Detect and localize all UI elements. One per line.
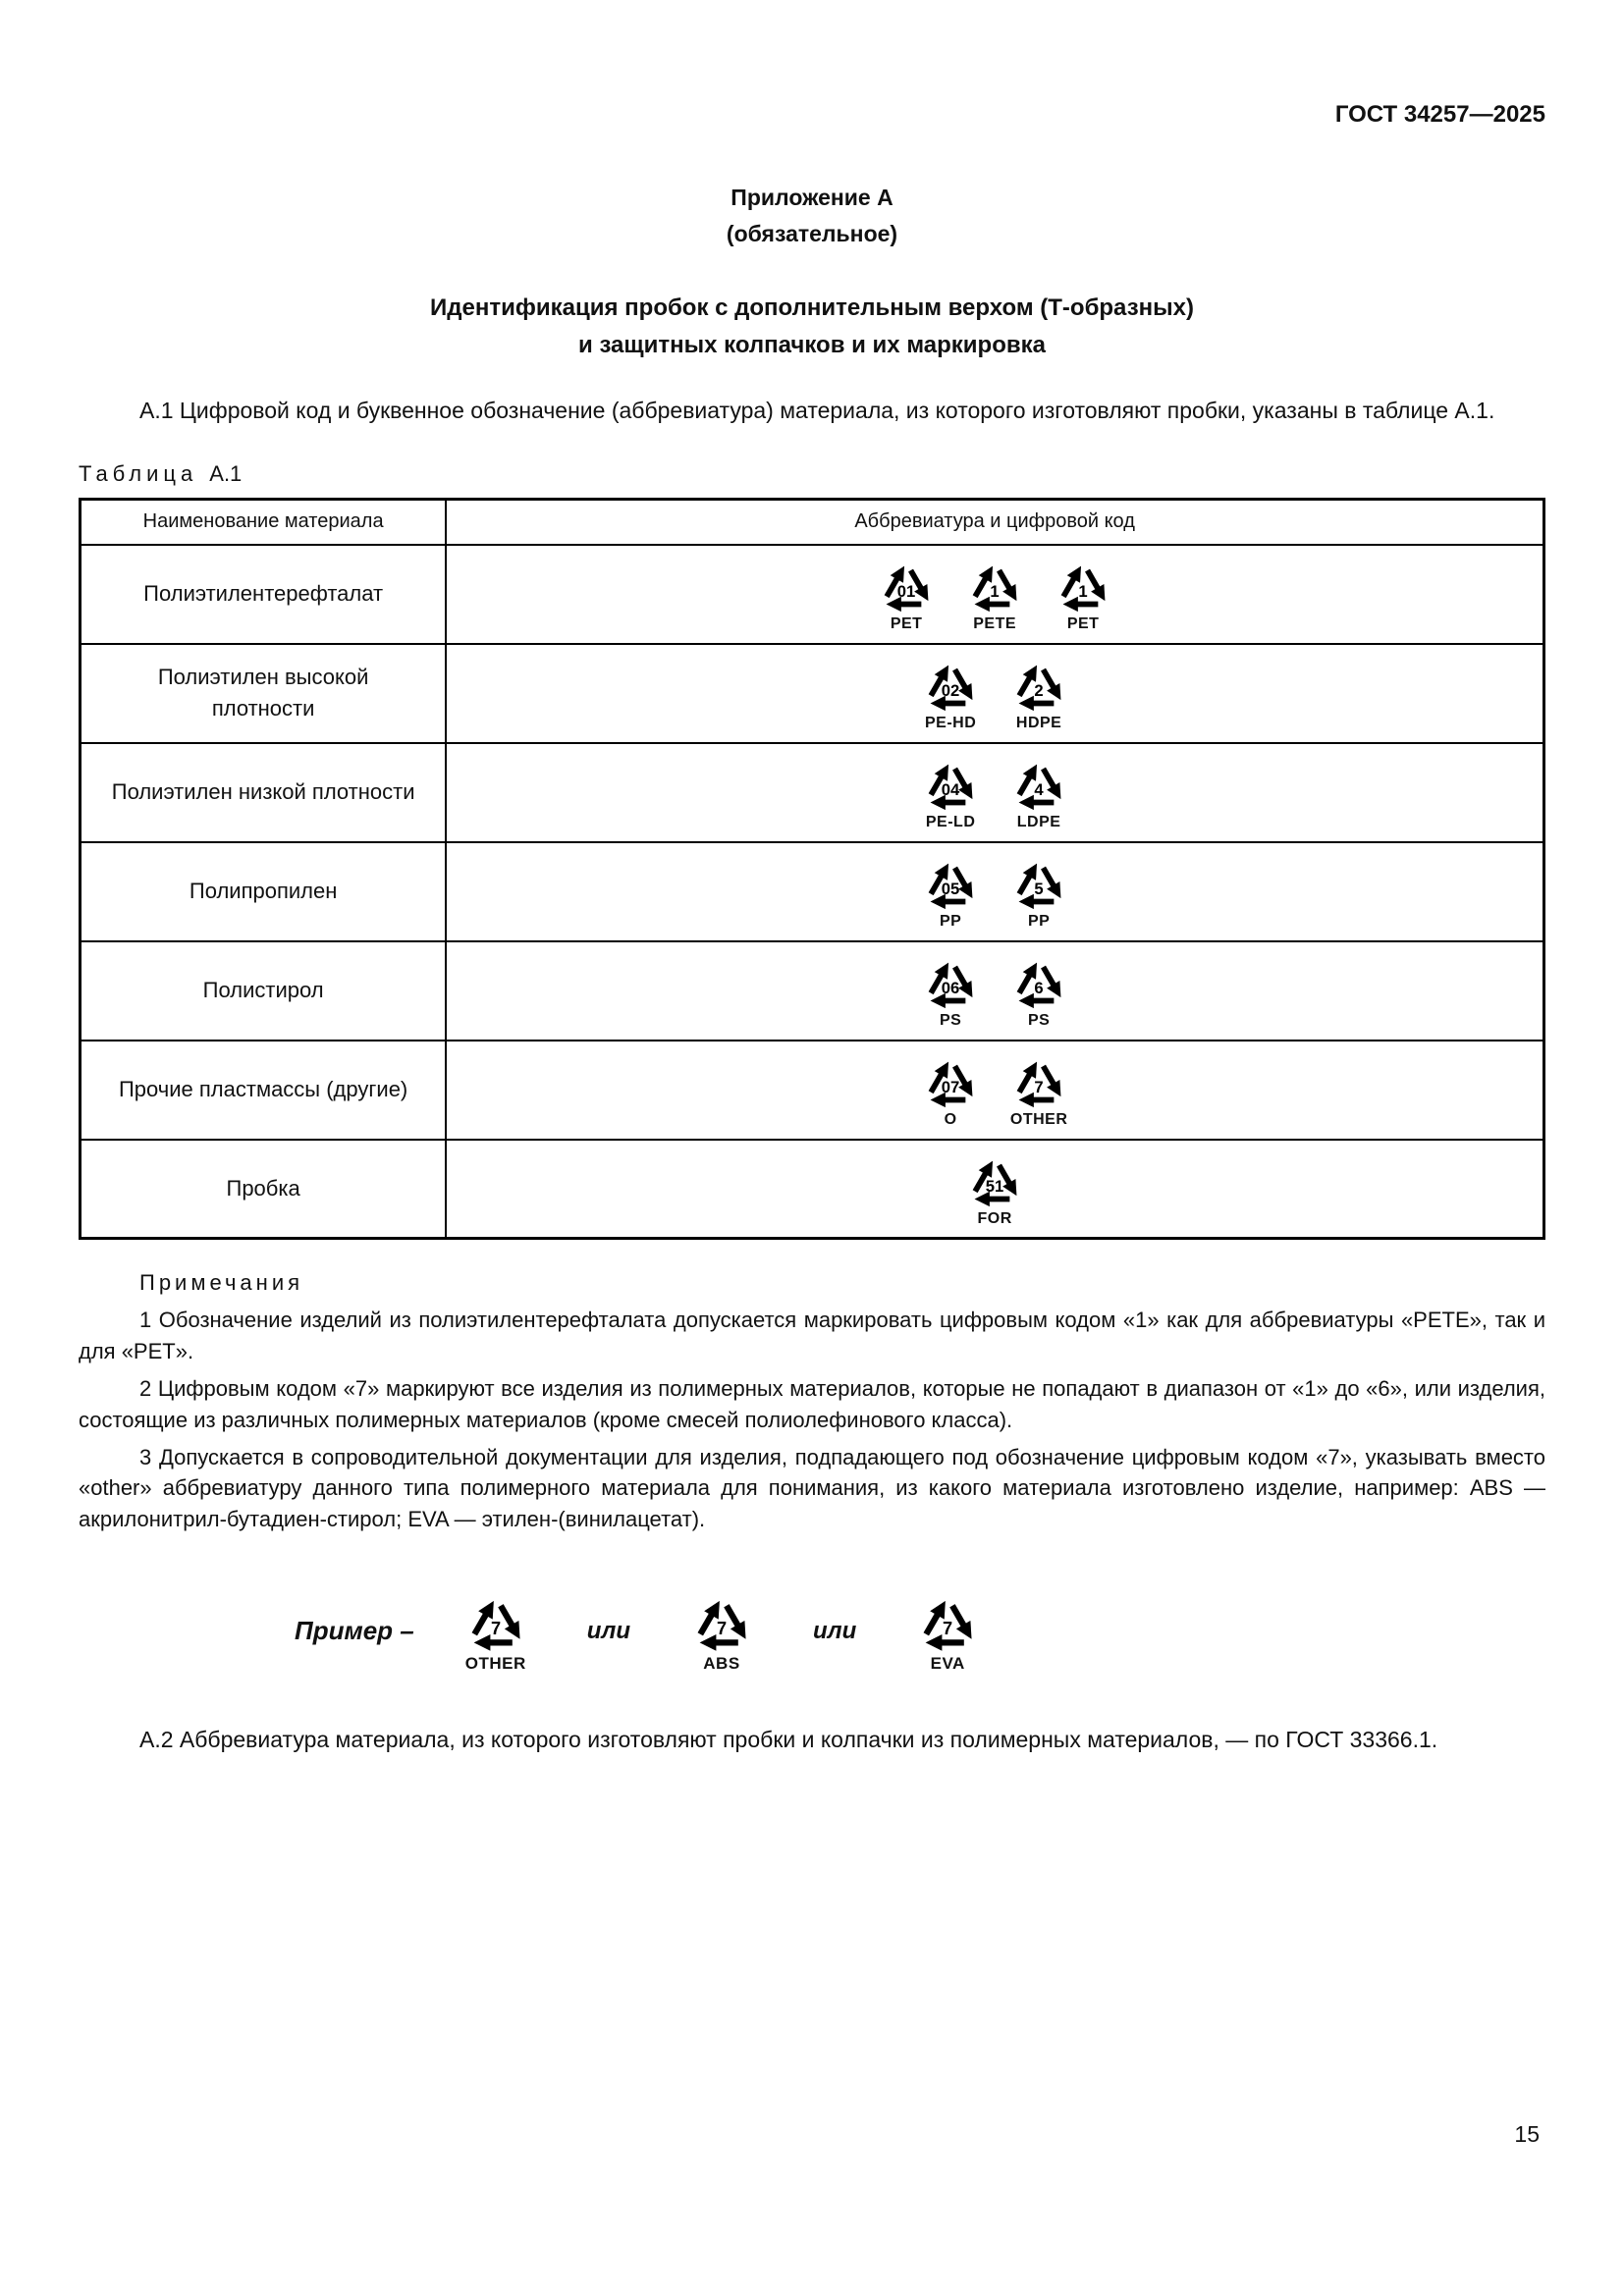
symbol-label: OTHER	[1009, 1111, 1068, 1128]
recycling-symbol	[963, 553, 1026, 635]
symbols-cell	[446, 842, 1543, 941]
recycling-symbol	[1007, 1048, 1070, 1131]
recycling-arrows-icon	[919, 1048, 982, 1111]
svg-text:1: 1	[1078, 581, 1088, 601]
svg-text:7: 7	[1034, 1077, 1044, 1096]
material-name: Полиэтилентерефталат	[81, 545, 447, 644]
recycling-symbol	[963, 1148, 1026, 1230]
table-caption	[79, 458, 1545, 490]
symbol-label: PS	[1027, 1012, 1051, 1029]
svg-text:6: 6	[1034, 978, 1044, 997]
appendix-title	[79, 290, 1545, 362]
symbol-label: PP	[1027, 913, 1051, 930]
table-caption-word: Таблица	[79, 461, 198, 487]
material-name: Полиэтилен высокой плотности	[81, 644, 447, 743]
recycling-symbol	[919, 949, 982, 1032]
recycling-arrows-icon	[919, 751, 982, 814]
svg-text:07: 07	[941, 1077, 960, 1096]
table-row	[81, 1041, 1544, 1140]
symbols-cell	[446, 1140, 1543, 1239]
column-header-material: Наименование материала	[81, 500, 447, 545]
appendix-title-line2: и защитных колпачков и их маркировка	[578, 331, 1046, 358]
column-header-code: Аббревиатура и цифровой код	[446, 500, 1543, 545]
recycling-arrows-icon	[1007, 949, 1070, 1012]
table-row	[81, 644, 1544, 743]
symbols-cell	[446, 644, 1543, 743]
recycling-symbol	[919, 652, 982, 734]
recycling-symbol	[919, 1048, 982, 1131]
symbols-cell	[446, 1041, 1543, 1140]
table-row	[81, 941, 1544, 1041]
standard-number: ГОСТ 34257—2025	[1334, 101, 1545, 128]
table-row	[81, 1140, 1544, 1239]
recycling-symbol	[1052, 553, 1114, 635]
recycling-arrows-icon	[1007, 652, 1070, 715]
recycling-arrows-icon	[1007, 1048, 1070, 1111]
material-name: Полистирол	[81, 941, 447, 1041]
recycling-arrows-icon	[913, 1586, 982, 1655]
recycling-symbol	[1007, 850, 1070, 933]
example-row	[295, 1586, 1545, 1677]
appendix-title-line1: Идентификация пробок с дополнительным верхом (Т-образных)	[430, 294, 1194, 322]
svg-text:51: 51	[985, 1176, 1004, 1196]
symbol-label: PET	[1066, 615, 1100, 632]
svg-text:02: 02	[941, 680, 960, 700]
symbol-label: PET	[890, 615, 923, 632]
table-header-row	[81, 500, 1544, 545]
note-3: 3 Допускается в сопроводительной документации для изделия, подпадающего под обозначение цифровым кодом «7», указывать вместо «other» аббревиатуру данного типа полимерного материала для понимания, из какого материала изготовлено изделие, например: ABS — акрилонитрил-бутадиен-стирол; EVA — этилен-(винилацетат).	[79, 1444, 1545, 1532]
recycling-symbol	[919, 850, 982, 933]
recycling-arrows-icon	[1007, 850, 1070, 913]
recycling-arrows-icon	[919, 850, 982, 913]
recycling-symbol	[687, 1586, 756, 1677]
symbols-cell	[446, 545, 1543, 644]
svg-text:4: 4	[1034, 779, 1044, 799]
recycling-symbol	[875, 553, 938, 635]
recycling-symbol	[913, 1586, 982, 1677]
symbol-label: PETE	[973, 615, 1017, 632]
recycling-symbol	[1007, 949, 1070, 1032]
notes-section	[79, 1267, 1545, 1535]
recycling-arrows-icon	[461, 1586, 530, 1655]
symbol-label: PE-LD	[925, 814, 976, 830]
svg-text:7: 7	[490, 1619, 501, 1639]
material-name: Пробка	[81, 1140, 447, 1239]
symbol-label: HDPE	[1015, 715, 1062, 731]
symbol-label: FOR	[977, 1209, 1012, 1227]
symbol-label: PS	[939, 1012, 962, 1029]
svg-text:5: 5	[1034, 879, 1044, 898]
page-number: 15	[1514, 2120, 1540, 2147]
paragraph-a1: А.1 Цифровой код и буквенное обозначение (аббревиатура) материала, из которого изготовляют пробки, указаны в таблице А.1.	[139, 397, 1495, 423]
note-1: 1 Обозначение изделий из полиэтилентерефталата допускается маркировать цифровым кодом «1» как для аббревиатуры «PETE», так и для «PET».	[79, 1307, 1545, 1363]
symbol-label: LDPE	[1016, 814, 1061, 830]
symbol-label: OTHER	[464, 1654, 526, 1674]
recycling-symbol	[919, 751, 982, 833]
symbol-label: PP	[939, 913, 962, 930]
svg-text:06: 06	[941, 978, 960, 997]
table-caption-number: А.1	[209, 461, 243, 487]
recycling-arrows-icon	[919, 949, 982, 1012]
note-2: 2 Цифровым кодом «7» маркируют все изделия из полимерных материалов, которые не попадают в диапазон от «1» до «6», или изделия, состоящие из различных полимерных материалов (кроме смесей полиолефинового класса).	[79, 1375, 1545, 1432]
paragraph-a2: А.2 Аббревиатура материала, из которого изготовляют пробки и колпачки из полимерных материалов, — по ГОСТ 33366.1.	[139, 1726, 1438, 1752]
svg-text:7: 7	[716, 1619, 728, 1639]
recycling-arrows-icon	[875, 553, 938, 615]
appendix-label: Приложение А	[731, 184, 893, 210]
material-name: Полиэтилен низкой плотности	[81, 743, 447, 842]
table-row	[81, 743, 1544, 842]
recycling-arrows-icon	[1007, 751, 1070, 814]
recycling-arrows-icon	[1052, 553, 1114, 615]
svg-text:2: 2	[1034, 680, 1044, 700]
recycling-arrows-icon	[963, 1148, 1026, 1210]
svg-text:01: 01	[896, 581, 916, 601]
or-word: или	[586, 1617, 630, 1644]
material-name: Полипропилен	[81, 842, 447, 941]
symbol-label: EVA	[930, 1654, 965, 1674]
appendix-kind: (обязательное)	[726, 221, 898, 247]
recycling-symbol	[1007, 652, 1070, 734]
example-label: Пример –	[295, 1616, 414, 1646]
recycling-arrows-icon	[963, 553, 1026, 615]
notes-heading: Примечания	[139, 1270, 304, 1296]
recycling-symbol	[461, 1586, 530, 1677]
symbol-label: O	[944, 1111, 957, 1128]
or-word: или	[812, 1617, 857, 1644]
symbols-cell	[446, 941, 1543, 1041]
symbols-cell	[446, 743, 1543, 842]
recycling-arrows-icon	[687, 1586, 756, 1655]
table-row	[81, 842, 1544, 941]
recycling-symbol	[1007, 751, 1070, 833]
svg-text:04: 04	[941, 779, 960, 799]
svg-text:1: 1	[990, 581, 1000, 601]
svg-text:05: 05	[941, 879, 960, 898]
svg-text:7: 7	[943, 1619, 953, 1639]
symbol-label: PE-HD	[924, 715, 977, 731]
material-name: Прочие пластмассы (другие)	[81, 1041, 447, 1140]
table-row	[81, 545, 1544, 644]
materials-table	[79, 498, 1545, 1240]
recycling-arrows-icon	[919, 652, 982, 715]
symbol-label: ABS	[703, 1654, 740, 1674]
